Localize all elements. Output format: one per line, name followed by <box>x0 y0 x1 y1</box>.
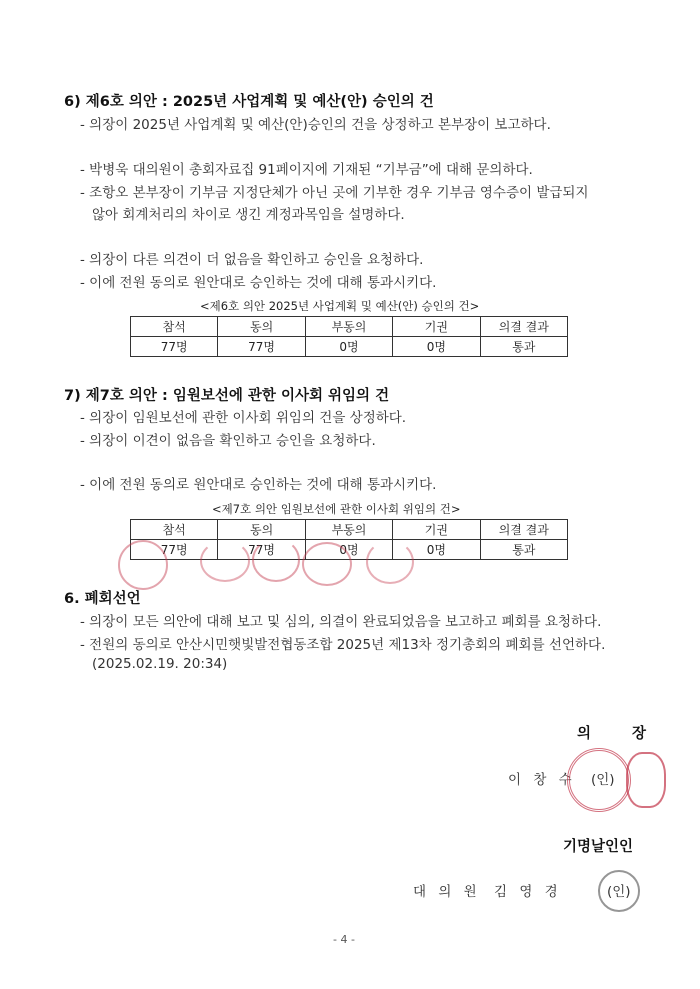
signers-title: 기명날인인 <box>563 839 634 855</box>
section-7-line-1: - 의장이 임원보선에 관한 이사회 위임의 건을 상정하다. <box>80 410 407 426</box>
closing-date: (2025.02.19. 20:34) <box>92 656 228 672</box>
table-value-row <box>131 540 568 560</box>
table-7-caption: <제7호 의안 임원보선에 관한 이사회 위임의 건> <box>212 502 461 516</box>
value-result: 통과 <box>480 337 567 357</box>
header-disagree: 부동의 <box>305 317 392 337</box>
vote-table-7 <box>130 519 568 560</box>
value-agree: 77명 <box>218 540 305 560</box>
page-number: - 4 - <box>333 933 355 946</box>
closing-line-2: - 전원의 동의로 안산시민햇빛발전협동조합 2025년 제13차 정기총회의 폐회를 선언하다. <box>80 637 606 653</box>
header-result: 의결 결과 <box>480 317 567 337</box>
delegate-role: 대 의 원 <box>413 884 481 900</box>
chair-personal-seal <box>626 752 666 808</box>
section-7-line-2: - 의장이 이견이 없음을 확인하고 승인을 요청하다. <box>80 433 376 449</box>
delegate-seal-mark: (인) <box>607 884 631 900</box>
delegate-name: 김 영 경 <box>494 884 562 900</box>
header-agree: 동의 <box>218 317 305 337</box>
header-disagree: 부동의 <box>305 520 392 540</box>
value-attendance: 77명 <box>131 337 218 357</box>
header-abstain: 기권 <box>393 520 480 540</box>
table-6-caption: <제6호 의안 2025년 사업계획 및 예산(안) 승인의 건> <box>200 299 480 313</box>
section-6-line-5: - 의장이 다른 의견이 더 없음을 확인하고 승인을 요청하다. <box>80 252 424 268</box>
header-attendance: 참석 <box>131 317 218 337</box>
header-result: 의결 결과 <box>480 520 567 540</box>
section-6-line-2: - 박병욱 대의원이 총회자료집 91페이지에 기재된 “기부금”에 대해 문의하다. <box>80 162 533 178</box>
vote-table-6 <box>130 316 568 357</box>
chair-title: 의 장 <box>577 726 665 742</box>
section-closing-title: 6. 폐회선언 <box>64 591 141 607</box>
section-6-line-3: - 조항오 본부장이 기부금 지정단체가 아닌 곳에 기부한 경우 기부금 영수증이 발급되지 <box>80 185 589 201</box>
value-disagree: 0명 <box>305 540 392 560</box>
value-result: 통과 <box>480 540 567 560</box>
table-header-row <box>131 520 568 540</box>
section-6-line-4: 않아 회계처리의 차이로 생긴 계정과목임을 설명하다. <box>92 207 405 223</box>
header-abstain: 기권 <box>393 317 480 337</box>
chair-seal-mark: (인) <box>591 772 615 788</box>
value-attendance: 77명 <box>131 540 218 560</box>
header-attendance: 참석 <box>131 520 218 540</box>
section-7-line-3: - 이에 전원 동의로 원안대로 승인하는 것에 대해 통과시키다. <box>80 477 437 493</box>
table-value-row <box>131 337 568 357</box>
value-disagree: 0명 <box>305 337 392 357</box>
header-agree: 동의 <box>218 520 305 540</box>
closing-line-1: - 의장이 모든 의안에 대해 보고 및 심의, 의결이 완료되었음을 보고하고 폐회를 요청하다. <box>80 614 602 630</box>
table-header-row <box>131 317 568 337</box>
section-6-line-6: - 이에 전원 동의로 원안대로 승인하는 것에 대해 통과시키다. <box>80 275 437 291</box>
value-abstain: 0명 <box>393 540 480 560</box>
value-agree: 77명 <box>218 337 305 357</box>
section-7-title: 7) 제7호 의안 : 임원보선에 관한 이사회 위임의 건 <box>64 388 390 404</box>
section-6-title: 6) 제6호 의안 : 2025년 사업계획 및 예산(안) 승인의 건 <box>64 94 434 110</box>
value-abstain: 0명 <box>393 337 480 357</box>
chair-name: 이 창 수 <box>508 772 576 788</box>
section-6-line-1: - 의장이 2025년 사업계획 및 예산(안)승인의 건을 상정하고 본부장이 보고하다. <box>80 117 551 133</box>
